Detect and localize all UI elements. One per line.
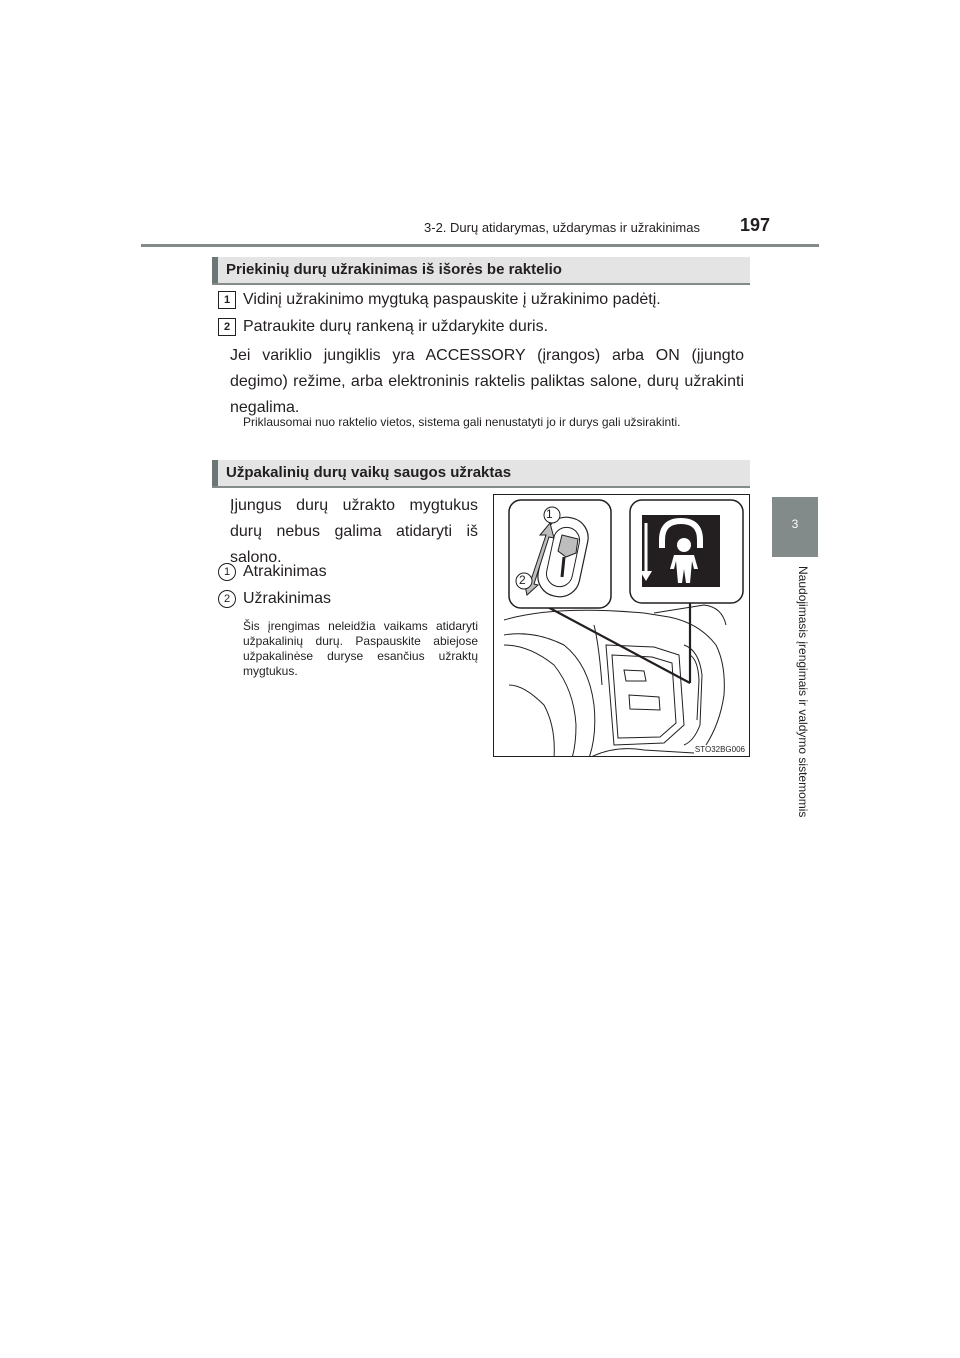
heading-accent-bar — [212, 257, 218, 283]
heading-accent-bar — [212, 460, 218, 486]
item-number-1: 1 — [218, 563, 236, 581]
chapter-title: Naudojimasis įrengimais ir valdymo sistemomis — [796, 566, 810, 818]
header-rule — [141, 244, 819, 247]
item-text-lock: Užrakinimas — [243, 590, 332, 607]
chapter-tab — [772, 497, 818, 557]
step-number-1: 1 — [218, 291, 236, 309]
section-title: Užpakalinių durų vaikų saugos užraktas — [226, 464, 512, 481]
section-heading-front-door-lock — [212, 257, 750, 285]
callout-1: 1 — [546, 507, 553, 521]
section-heading-child-lock — [212, 460, 750, 488]
item-text-unlock: Atrakinimas — [243, 563, 327, 580]
step-text-1: Vidinį užrakinimo mygtuką paspauskite į užrakinimo padėtį. — [243, 291, 661, 308]
child-lock-paragraph: Įjungus durų užrakto mygtukus durų nebus galima atidaryti iš salono. — [230, 497, 478, 566]
step-number-2: 2 — [218, 318, 236, 336]
warning-paragraph: Jei variklio jungiklis yra ACCESSORY (įrangos) arba ON (įjungto degimo) režime, arba elektroninis raktelis paliktas salone, durų užrakinti negalima. — [230, 347, 744, 416]
child-lock-illustration — [493, 494, 750, 757]
item-number-2: 2 — [218, 590, 236, 608]
figure-id: STO32BG006 — [694, 745, 745, 754]
note-paragraph: Priklausomai nuo raktelio vietos, sistema gali nenustatyti jo ir durys gali užsirakinti. — [243, 415, 681, 429]
callout-2: 2 — [519, 573, 526, 587]
step-text-2: Patraukite durų rankeną ir uždarykite duris. — [243, 318, 549, 335]
child-lock-note: Šis įrengimas neleidžia vaikams atidaryti užpakalinių durų. Paspauskite abiejose užpakalinėse duryse esančius užraktų mygtukus. — [243, 619, 478, 678]
car-door-drawing — [494, 495, 750, 757]
section-title: Priekinių durų užrakinimas iš išorės be raktelio — [226, 261, 562, 278]
running-header: 3-2. Durų atidarymas, uždarymas ir užrakinimas — [424, 220, 700, 235]
chapter-number: 3 — [791, 517, 799, 531]
page-number: 197 — [740, 215, 771, 235]
